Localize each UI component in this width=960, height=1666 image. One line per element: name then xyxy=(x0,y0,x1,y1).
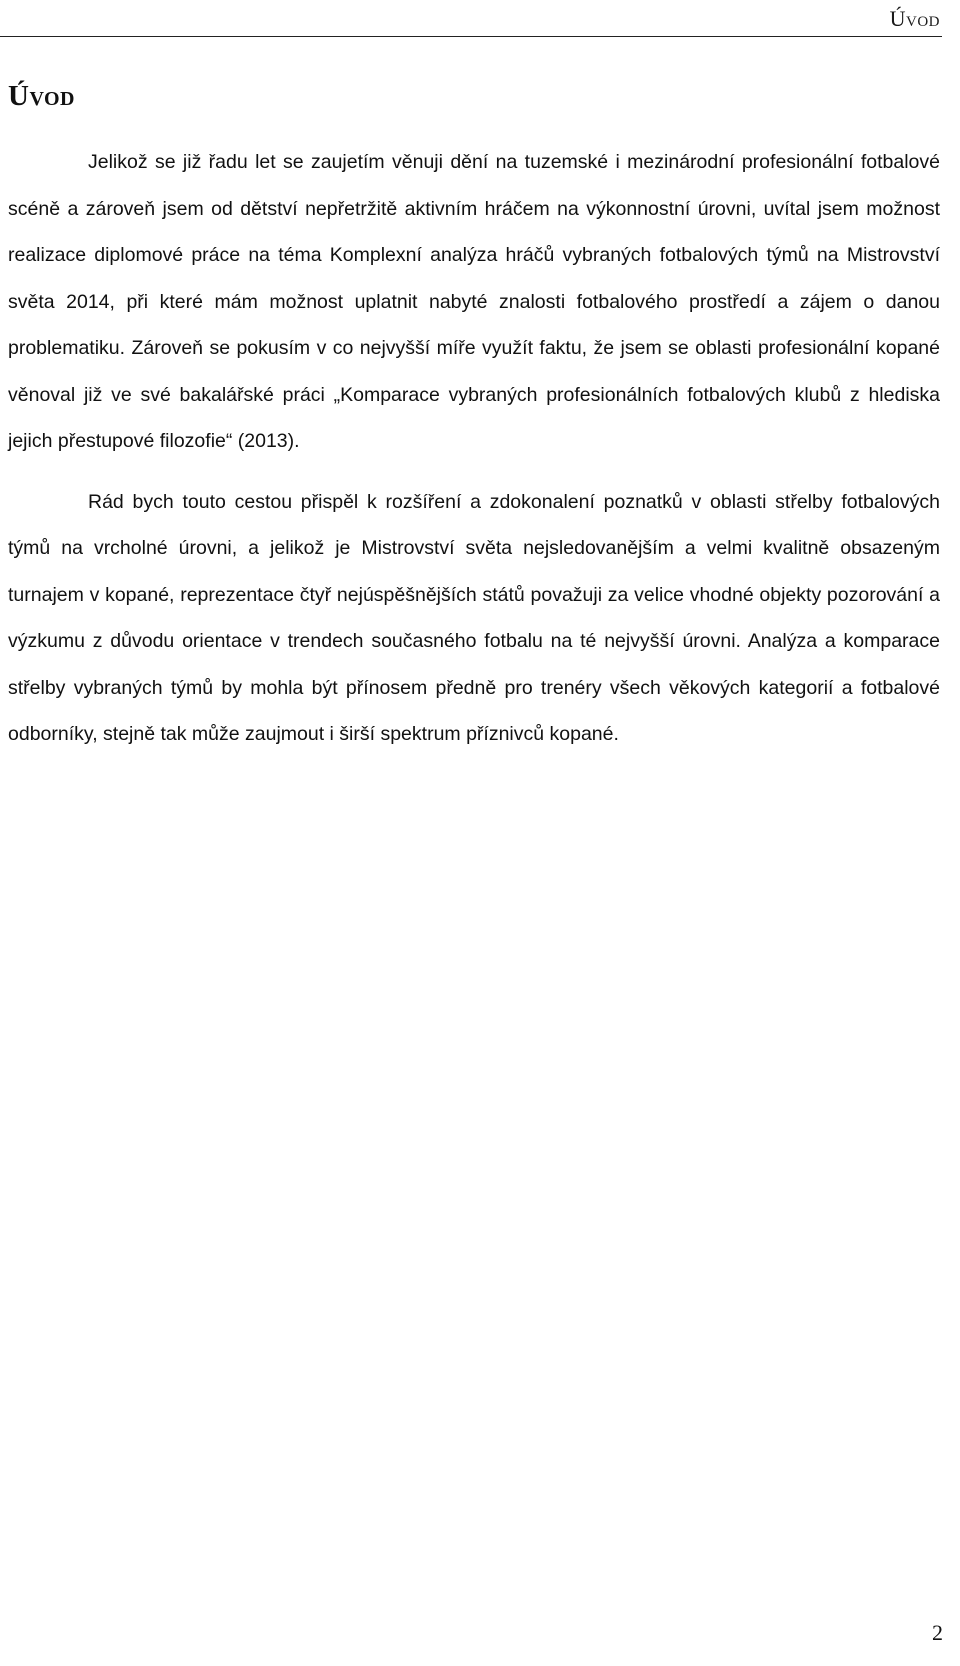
paragraph-2: Rád bych touto cestou přispěl k rozšíření a zdokonalení poznatků v oblasti střelby fotbalových týmů na vrcholné úrovni, a jelikož je Mistrovství světa nejsledovanějším a velmi kvalitně obsazeným turnajem v kopané, reprezentace čtyř nejúspěšnějších států považuji za velice vhodné objekty pozorování a výzkumu z důvodu orientace v trendech současného fotbalu na té nejvyšší úrovni. Analýza a komparace střelby vybraných týmů by mohla být přínosem předně pro trenéry všech věkových kategorií a fotbalové odborníky, stejně tak může zaujmout i širší spektrum příznivců kopané. xyxy=(8,490,940,745)
running-header-title: Úvod xyxy=(889,6,940,31)
body-text xyxy=(8,139,940,758)
section-heading: Úvod xyxy=(8,80,75,112)
page-number: 2 xyxy=(932,1620,943,1645)
paragraph-1: Jelikož se již řadu let se zaujetím věnuji dění na tuzemské i mezinárodní profesionální fotbalové scéně a zároveň jsem od dětství nepřetržitě aktivním hráčem na výkonnostní úrovni, uvítal jsem možnost realizace diplomové práce na téma Komplexní analýza hráčů vybraných fotbalových týmů na Mistrovství světa 2014, při které mám možnost uplatnit nabyté znalosti fotbalového prostředí a zájem o danou problematiku. Zároveň se pokusím v co nejvyšší míře využít faktu, že jsem se oblasti profesionální kopané věnoval již ve své bakalářské práci „Komparace vybraných profesionálních fotbalových klubů z hlediska jejich přestupové filozofie“ (2013). xyxy=(8,151,940,452)
running-header xyxy=(0,0,942,37)
